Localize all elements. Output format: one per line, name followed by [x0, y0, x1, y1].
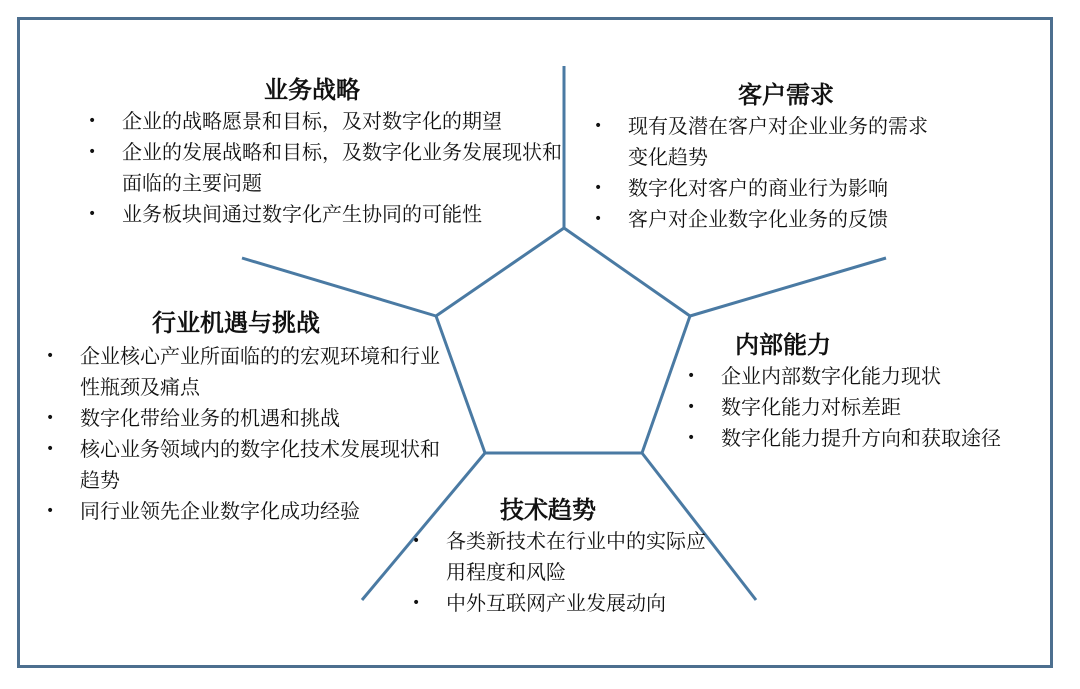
list-item: • 企业核心产业所面临的的宏观环境和行业性瓶颈及痛点	[46, 341, 446, 403]
spoke-right	[690, 258, 886, 316]
bullet-list	[687, 361, 1047, 454]
list-item: • 企业的战略愿景和目标，及对数字化的期望	[88, 106, 568, 137]
list-item: • 数字化能力对标差距	[687, 392, 1047, 423]
list-item: • 各类新技术在行业中的实际应用程度和风险	[412, 526, 712, 588]
list-item: • 同行业领先企业数字化成功经验	[46, 496, 446, 527]
bullet-list	[88, 106, 568, 230]
section-internal-capabilities	[687, 329, 1047, 454]
list-item: • 数字化对客户的商业行为影响	[594, 173, 944, 204]
list-item: • 中外互联网产业发展动向	[412, 588, 712, 619]
bullet-list	[46, 341, 446, 527]
section-industry-opportunities	[46, 307, 446, 527]
section-title: 内部能力	[735, 331, 831, 359]
list-item: • 现有及潜在客户对企业业务的需求变化趋势	[594, 111, 944, 173]
list-item: • 客户对企业数字化业务的反馈	[594, 204, 944, 235]
bullet-list	[412, 526, 712, 619]
section-title: 行业机遇与挑战	[152, 309, 320, 337]
list-item: • 业务板块间通过数字化产生协同的可能性	[88, 199, 568, 230]
section-technology-trends	[412, 494, 712, 619]
list-item: • 核心业务领域内的数字化技术发展现状和趋势	[46, 434, 446, 496]
list-item: • 数字化能力提升方向和获取途径	[687, 423, 1047, 454]
section-title: 业务战略	[264, 76, 360, 104]
section-business-strategy	[88, 74, 568, 230]
list-item: • 企业内部数字化能力现状	[687, 361, 1047, 392]
list-item: • 企业的发展战略和目标，及数字化业务发展现状和面临的主要问题	[88, 137, 568, 199]
section-customer-needs	[594, 79, 944, 235]
section-title: 技术趋势	[500, 496, 596, 524]
list-item: • 数字化带给业务的机遇和挑战	[46, 403, 446, 434]
bullet-list	[594, 111, 944, 235]
section-title: 客户需求	[738, 81, 834, 109]
center-pentagon	[436, 228, 690, 453]
